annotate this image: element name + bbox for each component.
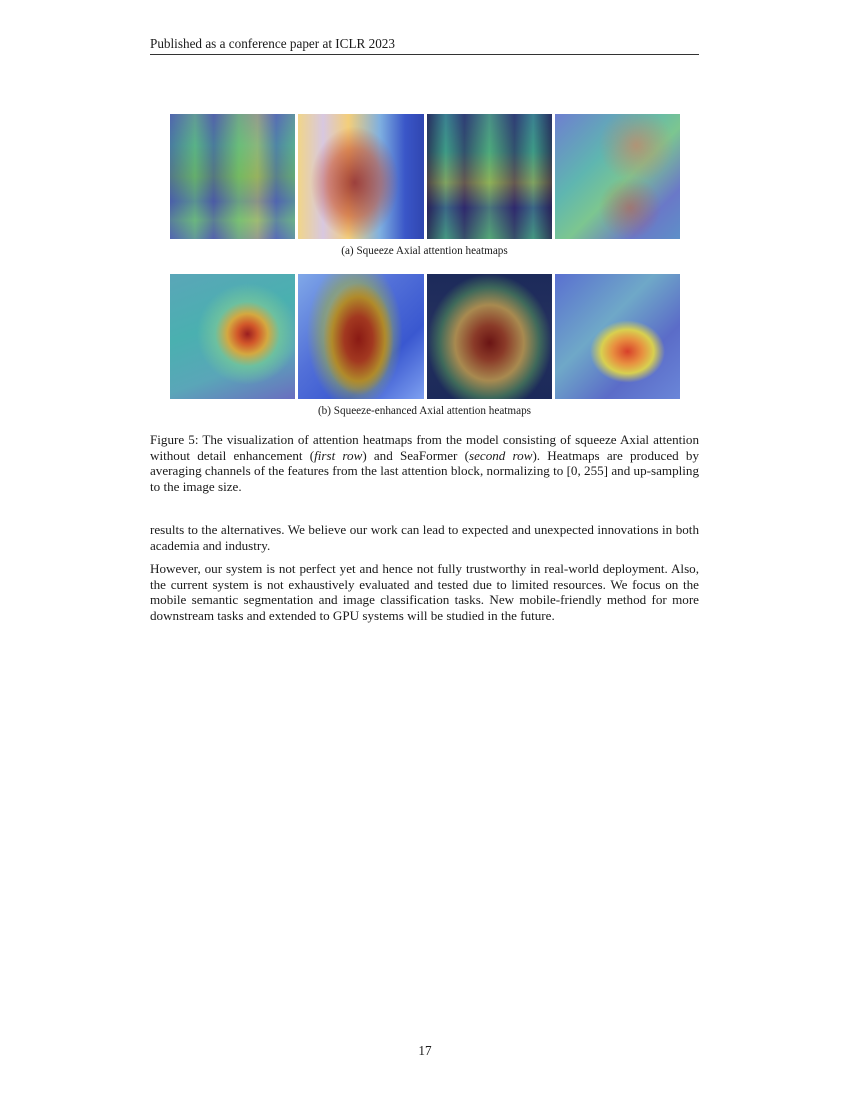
heatmap-image	[170, 274, 295, 399]
subfigure-caption-a: (a) Squeeze Axial attention heatmaps	[341, 245, 508, 257]
caption-text: ). Heatmaps are produced by averaging channels of the features from the last attention block, normalizing to [0, 255] and up-sampling to the image size.	[150, 447, 699, 494]
running-header: Published as a conference paper at ICLR 2023	[150, 36, 395, 51]
heatmap-image	[555, 114, 680, 239]
caption-text: Figure 5: The visualization of attention heatmaps from the model consisting of squeeze Axial attention without detail enhancement (	[150, 432, 699, 463]
figure-row-a	[170, 114, 680, 239]
header-divider	[150, 54, 699, 55]
heatmap-image	[298, 274, 423, 399]
figure-caption	[150, 432, 699, 494]
caption-text: ) and SeaFormer (	[362, 447, 469, 463]
heatmap-image	[298, 114, 423, 239]
caption-emphasis: first row	[314, 447, 363, 463]
heatmap-image	[555, 274, 680, 399]
caption-emphasis: second row	[468, 447, 533, 463]
body-paragraph: results to the alternatives. We believe our work can lead to expected and unexpected innovations in both academia and industry.	[150, 522, 699, 553]
page-number: 17	[418, 1043, 432, 1058]
body-paragraph: However, our system is not perfect yet and hence not fully trustworthy in real-world deployment. Also, the current system is not exhaustively evaluated and tested due to limited resources. We focus on the mobile semantic segmentation and image classification tasks. New mobile-friendly method for more downstream tasks and extended to GPU systems will be studied in the future.	[150, 561, 699, 623]
heatmap-image	[427, 274, 552, 399]
heatmap-image	[170, 114, 295, 239]
subfigure-caption-b: (b) Squeeze-enhanced Axial attention heatmaps	[317, 405, 532, 417]
figure-row-b	[170, 274, 680, 399]
heatmap-image	[427, 114, 552, 239]
